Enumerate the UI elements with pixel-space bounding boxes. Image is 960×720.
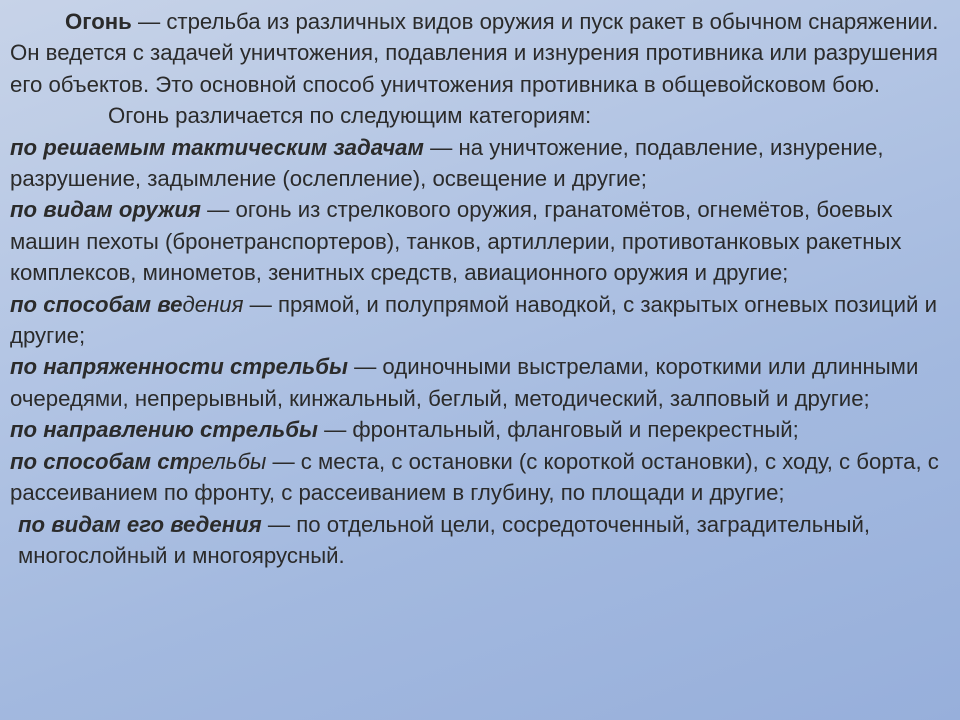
category-text: — огонь из стрелкового оружия, гранатомётов, огнемётов, боевых машин пехоты (бронетранспортеров), танков, артиллерии, противотанковых ракетных комплексов, минометов, зенитных средств, авиационного оружия и другие; xyxy=(10,197,902,286)
category-term: по решаемым тактическим задачам xyxy=(10,134,424,160)
category-text: — прямой, и полупрямой наводкой, с закрытых огневых позиций и другие; xyxy=(10,291,937,349)
category-text: — фронтальный, фланговый и перекрестный; xyxy=(317,417,799,443)
intro-paragraph xyxy=(10,6,950,100)
category-term: по видам оружия xyxy=(10,197,201,223)
categories-intro: Огонь различается по следующим категориям: xyxy=(108,103,592,129)
category-text: — по отдельной цели, сосредоточенный, заградительный, многослойный и многоярусный. xyxy=(18,511,871,568)
category-conduct-types xyxy=(10,509,950,572)
category-text: — одиночными выстрелами, короткими или длинными очередями, непрерывный, кинжальный, беглый, методический, залповый и другие; xyxy=(10,354,919,411)
intro-text: — стрельба из различных видов оружия и пуск ракет в обычном снаряжении. Он ведется с задачей уничтожения, подавления и изнурения противника или разрушения его объектов. Это основной способ уничтожения противника в общевойсковом бою. xyxy=(10,9,939,97)
category-intensity xyxy=(10,351,950,414)
category-term: по напряженности стрельбы xyxy=(10,354,348,380)
category-term: по направлению стрельбы xyxy=(10,417,318,443)
category-direction xyxy=(10,414,950,445)
category-term: по способам ст xyxy=(10,448,190,474)
category-text: — с места, с остановки (с короткой остановки), с ходу, с борта, с рассеиванием по фронту, с рассеиванием в глубину, по площади и другие; xyxy=(10,448,939,506)
category-term-rest: дения xyxy=(182,291,244,317)
category-text: — на уничтожение, подавление, изнурение, разрушение, задымление (ослепление), освещение и другие; xyxy=(10,134,884,192)
category-term-rest: рельбы xyxy=(189,448,267,474)
category-conduct-methods xyxy=(10,289,950,352)
category-term: по видам его ведения xyxy=(18,511,262,537)
category-firing-methods xyxy=(10,446,950,509)
category-tactical-tasks xyxy=(10,132,950,195)
category-weapon-types xyxy=(10,194,950,288)
intro-term: Огонь xyxy=(65,9,132,34)
category-term: по способам ве xyxy=(10,291,183,317)
